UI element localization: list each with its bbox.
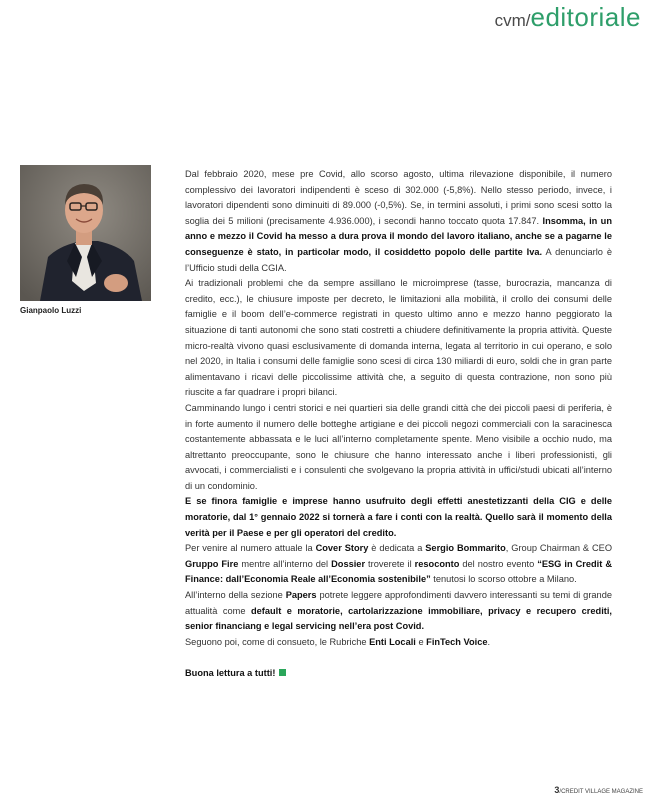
paragraph-3: Camminando lungo i centri storici e nei quartieri sia delle grandi città che dei piccoli paesi di periferia, è in forte aumento il numero delle botteghe artigiane e dei piccoli negozi commerciali con la saracinesca costantemente abbassata e le luci all’interno completamente spente. Meno visibile a occhio nudo, ma altrettanto preoccupante, sono le chiusure che hanno interessato anche i liberi professionisti, gli avvocati, i commercialisti e i consulenti che svolgevano la propria attività in uffici/studi ubicati all’interno di un condominio. [185, 402, 612, 491]
paragraph-4: E se finora famiglie e imprese hanno usufruito degli effetti anestetizzanti della CIG e delle moratorie, dal 1° gennaio 2022 si tornerà a fare i conti con la realtà. Quello sarà il momento della verità per il Paese e per gli operatori del credito. [185, 496, 612, 538]
section-title: editoriale [530, 2, 641, 32]
header-prefix: cvm/ [494, 11, 531, 30]
paragraph-2: Ai tradizionali problemi che da sempre assillano le microimprese (tasse, burocrazia, mancanza di credito, ecc.), le chiusure imposte per decreto, le limitazioni alla mobilità, il crollo dei consumi delle famiglie e il boom dell’e-commerce registrati in questo ultimo anno e mezzo hanno peggiorato la situazione di tanti autonomi che sono stati costretti a chiudere definitivamente la propria attività. Queste micro-realtà vivono quasi esclusivamente di domanda interna, legata al territorio in cui operano, e solo nel 2020, in Italia i consumi delle famiglie sono scesi di circa 130 miliardi di euro, soldi che in gran parte alimentavano i ricavi delle piccolissime attività che, a seguito di questa contrazione, non sono più riuscite a far quadrare i propri bilanci. [185, 278, 612, 398]
magazine-name: /CREDIT VILLAGE MAGAZINE [559, 789, 643, 795]
page-number: 3 [554, 785, 560, 795]
page-footer [554, 785, 643, 795]
paragraph-5: Per venire al numero attuale la Cover Story è dedicata a Sergio Bommarito, Group Chairman & CEO Gruppo Fire mentre all’interno del Dossier troverete il resoconto del nostro evento “ESG in Credit & Finance: dall’Economia Reale all’Economia sostenibile” tenutosi lo scorso ottobre a Milano. [185, 543, 613, 585]
paragraph-7: Seguono poi, come di consueto, le Rubriche Enti Locali e FinTech Voice. [185, 636, 491, 647]
photo-caption: Gianpaolo Luzzi [20, 306, 82, 315]
paragraph-6: All’interno della sezione Papers potrete leggere approfondimenti davvero interessanti su temi di grande attualità come default e moratorie, cartolarizzazione immobiliare, privacy e recupero crediti, senior financiang e legal servicing nell’era post Covid. [185, 590, 612, 632]
author-photo [20, 165, 151, 301]
sign-off: Buona lettura a tutti! [185, 666, 612, 682]
green-square-icon [279, 669, 286, 676]
author-portrait-image [20, 165, 151, 301]
page-header [495, 2, 641, 33]
paragraph-1: Dal febbraio 2020, mese pre Covid, allo scorso agosto, ultima rilevazione disponibile, il numero complessivo dei lavoratori indipendenti è sceso di 302.000 (-5,8%). Nello stesso periodo, invece, i lavoratori dipendenti sono diminuiti di 89.000 (-0,5%). Se, in termini assoluti, i primi sono scesi sotto la soglia dei 5 milioni (precisamente 4.936.000), i secondi hanno toccato quota 17.847. Insomma, in un anno e mezzo il Covid ha messo a dura prova il mondo del lavoro italiano, anche se a pagarne le conseguenze è stato, in particolar modo, il cosiddetto popolo delle partite Iva. A denunciarlo è l’Ufficio studi della CGIA. [185, 169, 612, 273]
editorial-body [185, 167, 612, 682]
